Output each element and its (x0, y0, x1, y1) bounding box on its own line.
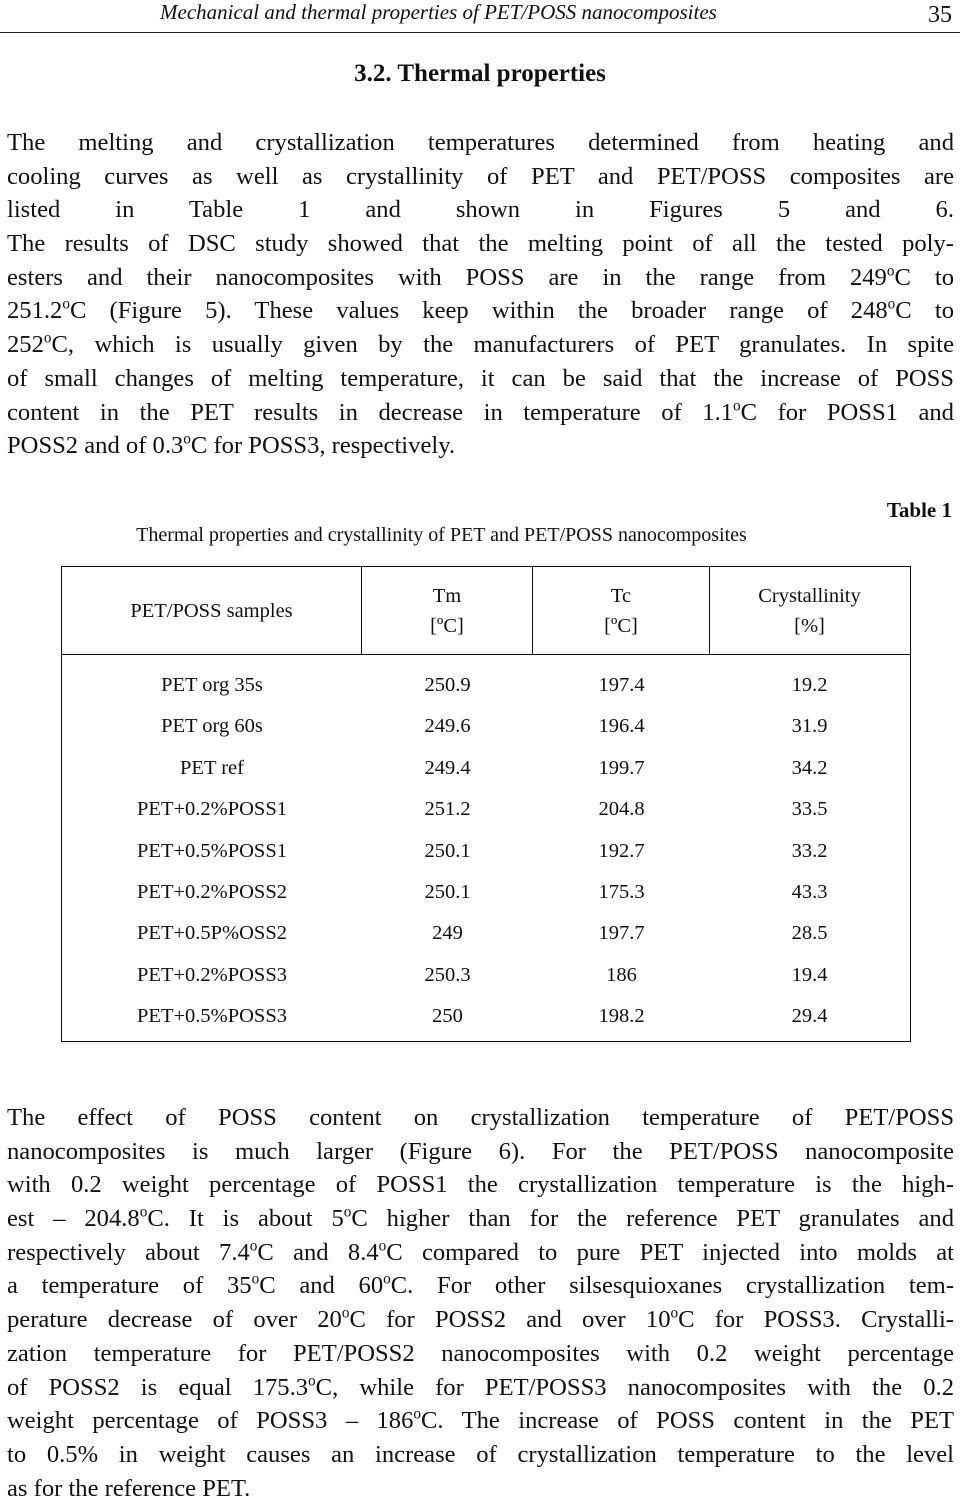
text-run: C higher than for the reference PET granulates and (351, 1205, 954, 1233)
cell-crystallinity: 43.3 (791, 880, 828, 903)
text-run: C compared to pure PET injected into molds at (386, 1238, 955, 1266)
text-run: C to (895, 297, 954, 325)
page-number: 35 (928, 2, 952, 28)
cell-tc: 175.3 (598, 880, 645, 903)
table-header-row (62, 567, 910, 655)
cell-tm: 249.4 (424, 756, 471, 779)
text-line (7, 160, 954, 194)
paragraph-2 (7, 1101, 954, 1505)
table-row (62, 712, 910, 753)
superscript: o (341, 1304, 350, 1322)
text-run: C. It is about 5 (147, 1205, 344, 1233)
superscript: o (183, 430, 191, 448)
cell-tm: 250.1 (424, 839, 471, 862)
cell-tc: 204.8 (598, 798, 645, 821)
text-run: of POSS2 is equal 175.3 (7, 1373, 309, 1401)
header-crystallinity (710, 567, 909, 655)
table-caption: Thermal properties and crystallinity of PET and PET/POSS nanocomposites (136, 524, 747, 546)
superscript: o (733, 397, 741, 415)
cell-tc: 197.4 (598, 674, 645, 696)
text-line (7, 1202, 954, 1236)
paragraph-1 (7, 126, 954, 463)
cell-tm: 250.9 (424, 674, 471, 696)
text-run: as for the reference PET. (7, 1474, 251, 1502)
text-line (7, 1168, 954, 1202)
cell-sample: PET+0.5%POSS1 (137, 839, 287, 862)
table-row (62, 1002, 910, 1043)
cell-tm: 250 (432, 1005, 463, 1028)
text-run: The melting and crystallization temperatures determined from heating and (7, 129, 954, 156)
text-run: to 0.5% in weight causes an increase of crystallization temperature to the level (7, 1440, 954, 1468)
text-line (7, 1269, 954, 1303)
text-run: a temperature of 35 (7, 1272, 252, 1300)
cell-crystallinity: 33.5 (791, 798, 828, 821)
text-run: esters and their nanocomposites with POSS are in the range from 249 (7, 263, 887, 291)
cell-tc: 186 (606, 963, 637, 986)
table-row (62, 754, 910, 795)
text-run: C, while for PET/POSS3 nanocomposites with the 0.2 (315, 1373, 954, 1401)
cell-tc: 192.7 (598, 839, 645, 862)
text-line (7, 1438, 954, 1472)
cell-sample: PET org 60s (161, 715, 263, 738)
cell-tc: 199.7 (598, 756, 645, 779)
text-line (7, 261, 954, 295)
text-run: C to (894, 263, 954, 291)
header-samples (62, 567, 362, 655)
cell-tc: 197.7 (598, 922, 645, 945)
text-line (7, 396, 954, 430)
header-label: Crystallinity (758, 585, 861, 607)
thermal-properties-table (61, 566, 911, 1042)
superscript: o (670, 1304, 679, 1322)
text-run: listed in Table 1 and shown in Figures 5 and 6. (7, 196, 954, 224)
text-line (7, 1236, 954, 1270)
text-line (7, 1337, 954, 1371)
cell-crystallinity: 19.2 (791, 674, 828, 696)
superscript: o (139, 1203, 148, 1221)
text-run: C. The increase of POSS content in the PET (421, 1407, 955, 1435)
superscript: o (887, 295, 896, 313)
text-run: C and 8.4 (257, 1238, 379, 1266)
text-run: respectively about 7.4 (7, 1238, 250, 1266)
cell-sample: PET+0.5P%OSS2 (137, 922, 287, 945)
superscript: o (378, 1237, 387, 1255)
header-label: Tm (432, 585, 462, 607)
cell-crystallinity: 33.2 (791, 839, 828, 862)
text-run: 251.2 (7, 297, 63, 325)
cell-tm: 250.3 (424, 963, 471, 986)
text-run: C for POSS1 and (740, 398, 954, 426)
running-title: Mechanical and thermal properties of PET/POSS nanocomposites (160, 0, 717, 24)
cell-sample: PET ref (180, 756, 244, 779)
text-run: The results of DSC study showed that the melting point of all the tested poly- (7, 230, 954, 258)
header-label: PET/POSS samples (130, 600, 293, 622)
header-unit: [ºC] (604, 615, 638, 637)
text-line (7, 1371, 954, 1405)
table-row (62, 795, 910, 836)
text-run: weight percentage of POSS3 – 186 (7, 1407, 414, 1435)
table-row (62, 671, 910, 712)
text-run: zation temperature for PET/POSS2 nanocomposites with 0.2 weight percentage (7, 1339, 954, 1367)
text-run: C and 60 (259, 1272, 384, 1300)
superscript: o (343, 1203, 352, 1221)
cell-crystallinity: 19.4 (791, 963, 828, 986)
cell-tc: 196.4 (598, 715, 645, 738)
cell-sample: PET+0.5%POSS3 (137, 1005, 287, 1028)
cell-sample: PET+0.2%POSS1 (137, 798, 287, 821)
text-run: C for POSS2 and over 10 (349, 1306, 671, 1334)
table-row (62, 961, 910, 1002)
cell-crystallinity: 34.2 (791, 756, 828, 779)
text-line (7, 1135, 954, 1169)
superscript: o (413, 1405, 422, 1423)
superscript: o (249, 1237, 258, 1255)
text-run: 252 (7, 331, 44, 359)
cell-tc: 198.2 (598, 1005, 645, 1028)
superscript: o (62, 295, 70, 313)
cell-crystallinity: 28.5 (791, 922, 828, 945)
header-unit: [%] (794, 615, 825, 637)
text-run: with 0.2 weight percentage of POSS1 the crystallization temperature is the high- (7, 1171, 954, 1199)
text-run: nanocomposites is much larger (Figure 6). For the PET/POSS nanocomposite (7, 1137, 954, 1165)
cell-sample: PET+0.2%POSS3 (137, 963, 287, 986)
superscript: o (251, 1270, 260, 1288)
text-line (7, 1472, 954, 1505)
header-unit: [ºC] (430, 615, 464, 637)
text-run: C for POSS3, respectively. (190, 432, 456, 460)
text-line (7, 1303, 954, 1337)
cell-crystallinity: 29.4 (791, 1005, 828, 1028)
text-line (7, 429, 954, 463)
text-line (7, 294, 954, 328)
text-run: content in the PET results in decrease in temperature of 1.1 (7, 398, 734, 426)
table-body (62, 671, 910, 1044)
text-run: est – 204.8 (7, 1205, 140, 1233)
text-line (7, 1404, 954, 1438)
table-row (62, 837, 910, 878)
text-run: cooling curves as well as crystallinity of PET and PET/POSS composites are (7, 162, 954, 190)
superscript: o (886, 262, 895, 280)
header-label: Tc (610, 585, 632, 607)
cell-sample: PET+0.2%POSS2 (137, 880, 287, 903)
cell-tm: 251.2 (424, 798, 471, 821)
cell-crystallinity: 31.9 (791, 715, 828, 738)
text-run: C for POSS3. Crystalli- (678, 1306, 954, 1334)
superscript: o (383, 1270, 391, 1288)
header-tm (362, 567, 533, 655)
text-run: C, which is usually given by the manufacturers of PET granulates. In spite (51, 331, 954, 359)
text-run: of small changes of melting temperature, it can be said that the increase of POSS (7, 364, 954, 392)
text-run: C (Figure 5). These values keep within the broader range of 248 (69, 297, 888, 325)
text-line (7, 227, 954, 261)
text-line (7, 126, 954, 160)
table-row (62, 878, 910, 919)
header-tc (533, 567, 710, 655)
cell-tm: 249 (432, 922, 463, 945)
section-heading: 3.2. Thermal properties (354, 60, 606, 87)
superscript: o (43, 329, 52, 347)
table-label: Table 1 (886, 498, 952, 522)
text-line (7, 362, 954, 396)
running-header (0, 0, 960, 33)
cell-sample: PET org 35s (161, 674, 263, 696)
text-run: The effect of POSS content on crystallization temperature of PET/POSS (7, 1104, 954, 1131)
superscript: o (308, 1372, 316, 1390)
text-line (7, 328, 954, 362)
cell-tm: 250.1 (424, 880, 471, 903)
text-run: POSS2 and of 0.3 (7, 432, 184, 460)
text-line (7, 1101, 954, 1135)
text-run: C. For other silsesquioxanes crystallization tem- (390, 1272, 955, 1300)
text-run: perature decrease of over 20 (7, 1306, 342, 1334)
table-row (62, 919, 910, 960)
cell-tm: 249.6 (424, 715, 471, 738)
text-line (7, 193, 954, 227)
